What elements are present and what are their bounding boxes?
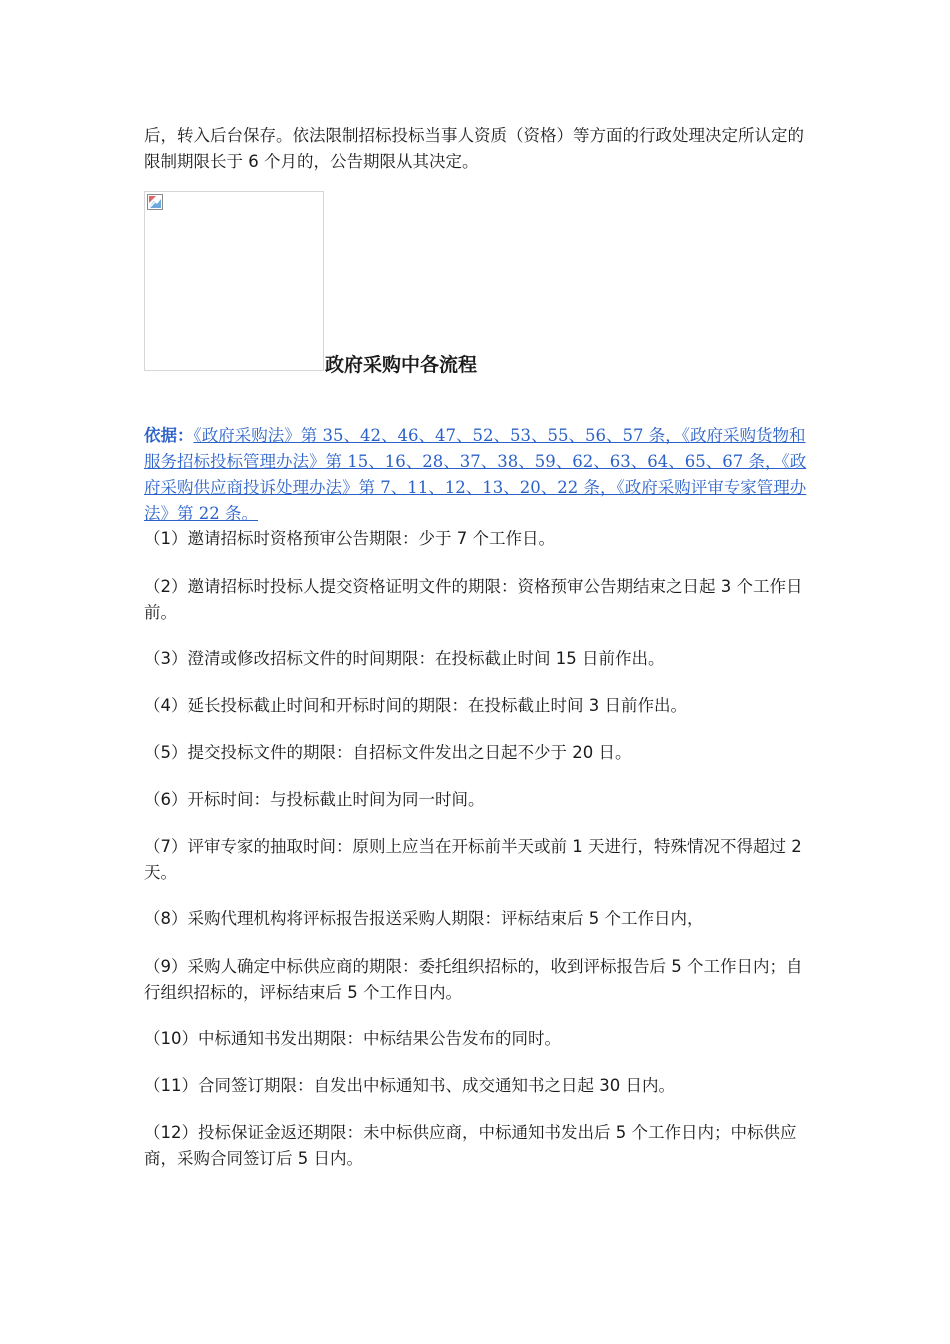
intro-paragraph: 后，转入后台保存。依法限制招标投标当事人资质（资格）等方面的行政处理决定所认定的限制期限长于 6 个月的，公告期限从其决定。 [144,126,804,171]
list-item: （10）中标通知书发出期限：中标结果公告发布的同时。 [144,1029,561,1048]
basis-link[interactable]: 《政府采购法》第 35、42、46、47、52、53、55、56、57 条，《政府采购货物和服务招标投标管理办法》第 15、16、28、37、38、59、62、63、64、65、67 条，《政府采购供应商投诉处理办法》第 7、11、12、13、20、22 条，《政府采购评审专家管理办法》第 22 条。 [144,425,807,523]
list-item: （9）采购人确定中标供应商的期限：委托组织招标的，收到评标报告后 5 个工作日内；自行组织招标的，评标结束后 5 个工作日内。 [144,957,803,1002]
section-title: 政府采购中各流程 [325,354,478,376]
basis-paragraph [144,423,810,527]
list-item: （1）邀请招标时资格预审公告期限：少于 7 个工作日。 [144,529,555,548]
list-item: （3）澄清或修改招标文件的时间期限：在投标截止时间 15 日前作出。 [144,649,665,668]
list-item: （7）评审专家的抽取时间：原则上应当在开标前半天或前 1 天进行，特殊情况不得超过 2 天。 [144,837,802,882]
list-item: （12）投标保证金返还期限：未中标供应商，中标通知书发出后 5 个工作日内；中标供应商，采购合同签订后 5 日内。 [144,1123,797,1168]
list-item: （2）邀请招标时投标人提交资格证明文件的期限：资格预审公告期结束之日起 3 个工作日前。 [144,577,803,622]
broken-image-icon [147,194,163,210]
image-placeholder [144,191,324,371]
list-item: （8）采购代理机构将评标报告报送采购人期限：评标结束后 5 个工作日内， [144,909,704,928]
list-item: （6）开标时间：与投标截止时间为同一时间。 [144,790,485,809]
list-item: （4）延长投标截止时间和开标时间的期限：在投标截止时间 3 日前作出。 [144,696,687,715]
basis-label: 依据： [144,425,194,445]
list-item: （11）合同签订期限：自发出中标通知书、成交通知书之日起 30 日内。 [144,1076,675,1095]
list-item: （5）提交投标文件的期限：自招标文件发出之日起不少于 20 日。 [144,743,632,762]
